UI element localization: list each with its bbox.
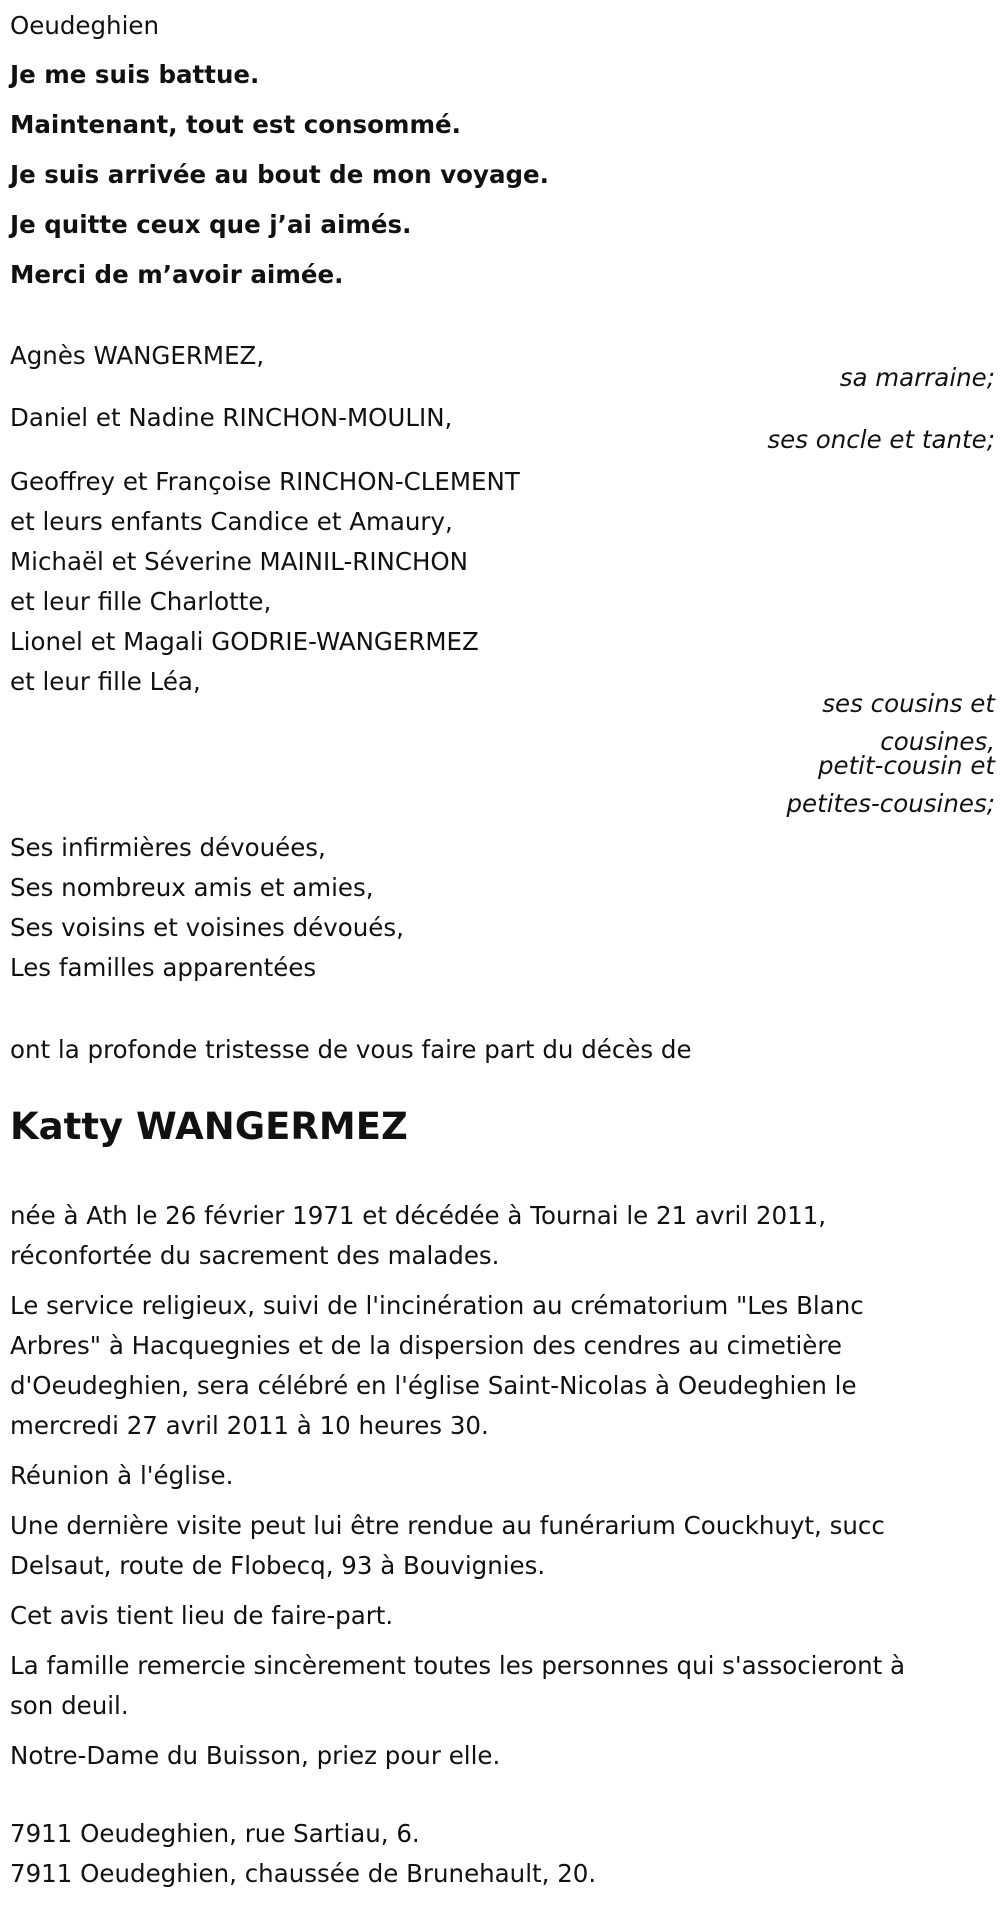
verse-block — [10, 50, 549, 300]
others-list — [10, 828, 404, 988]
cousin-line: et leur fille Léa, — [10, 667, 201, 696]
prayer-text: Notre-Dame du Buisson, priez pour elle. — [10, 1741, 501, 1770]
verse-line: Je me suis battue. — [10, 60, 260, 89]
visit-paragraph — [10, 1506, 885, 1586]
godmother-name: Agnès WANGERMEZ, — [10, 341, 265, 370]
godmother-relation: sa marraine; — [839, 363, 995, 392]
addresses-block — [10, 1814, 596, 1894]
paragraph-line: mercredi 27 avril 2011 à 10 heures 30. — [10, 1411, 489, 1440]
paragraph-line: d'Oeudeghien, sera célébré en l'église Saint-Nicolas à Oeudeghien le — [10, 1371, 857, 1400]
deceased-name: Katty WANGERMEZ — [10, 1105, 408, 1148]
thanks-paragraph — [10, 1646, 905, 1726]
notice-text: Cet avis tient lieu de faire-part. — [10, 1601, 394, 1630]
address-line: 7911 Oeudeghien, chaussée de Brunehault, 20. — [10, 1859, 597, 1888]
others-line: Ses nombreux amis et amies, — [10, 873, 374, 902]
others-line: Les familles apparentées — [10, 953, 317, 982]
paragraph-line: Delsaut, route de Flobecq, 93 à Bouvignies. — [10, 1551, 546, 1580]
verse-line: Maintenant, tout est consommé. — [10, 110, 461, 139]
cousins-list — [10, 462, 520, 702]
paragraph-line: Une dernière visite peut lui être rendue au funérarium Couckhuyt, succ — [10, 1511, 885, 1540]
others-line: Ses infirmières dévouées, — [10, 833, 326, 862]
paragraph-line: née à Ath le 26 février 1971 et décédée à Tournai le 21 avril 2011, — [10, 1201, 827, 1230]
uncle-aunt-name: Daniel et Nadine RINCHON-MOULIN, — [10, 403, 453, 432]
obituary-page — [10, 0, 995, 1906]
paragraph-line: Le service religieux, suivi de l'incinération au crématorium "Les Blanc — [10, 1291, 864, 1320]
cousin-line: Lionel et Magali GODRIE-WANGERMEZ — [10, 627, 479, 656]
cousins-relation: petit-cousin et — [817, 751, 995, 780]
uncle-aunt-relation: ses oncle et tante; — [767, 425, 995, 454]
paragraph-line: réconfortée du sacrement des malades. — [10, 1241, 500, 1270]
birth-death-paragraph — [10, 1196, 826, 1276]
verse-line: Je suis arrivée au bout de mon voyage. — [10, 160, 549, 189]
verse-line: Je quitte ceux que j’ai aimés. — [10, 210, 412, 239]
cousin-line: Geoffrey et Françoise RINCHON-CLEMENT — [10, 467, 520, 496]
cousins-relation: petites-cousines; — [786, 789, 995, 818]
cousin-line: et leurs enfants Candice et Amaury, — [10, 507, 453, 536]
paragraph-line: son deuil. — [10, 1691, 129, 1720]
service-paragraph — [10, 1286, 864, 1446]
verse-line: Merci de m’avoir aimée. — [10, 260, 344, 289]
location-header: Oeudeghien — [10, 11, 159, 40]
cousin-line: et leur fille Charlotte, — [10, 587, 272, 616]
paragraph-line: Arbres" à Hacquegnies et de la dispersion des cendres au cimetière — [10, 1331, 842, 1360]
others-line: Ses voisins et voisines dévoués, — [10, 913, 404, 942]
cousin-line: Michaël et Séverine MAINIL-RINCHON — [10, 547, 469, 576]
cousins-relation: ses cousins et — [822, 689, 995, 718]
address-line: 7911 Oeudeghien, rue Sartiau, 6. — [10, 1819, 420, 1848]
announcement-text: ont la profonde tristesse de vous faire part du décès de — [10, 1035, 692, 1064]
paragraph-line: La famille remercie sincèrement toutes les personnes qui s'associeront à — [10, 1651, 906, 1680]
cousins-relation: cousines, — [880, 727, 995, 756]
reunion-text: Réunion à l'église. — [10, 1461, 234, 1490]
